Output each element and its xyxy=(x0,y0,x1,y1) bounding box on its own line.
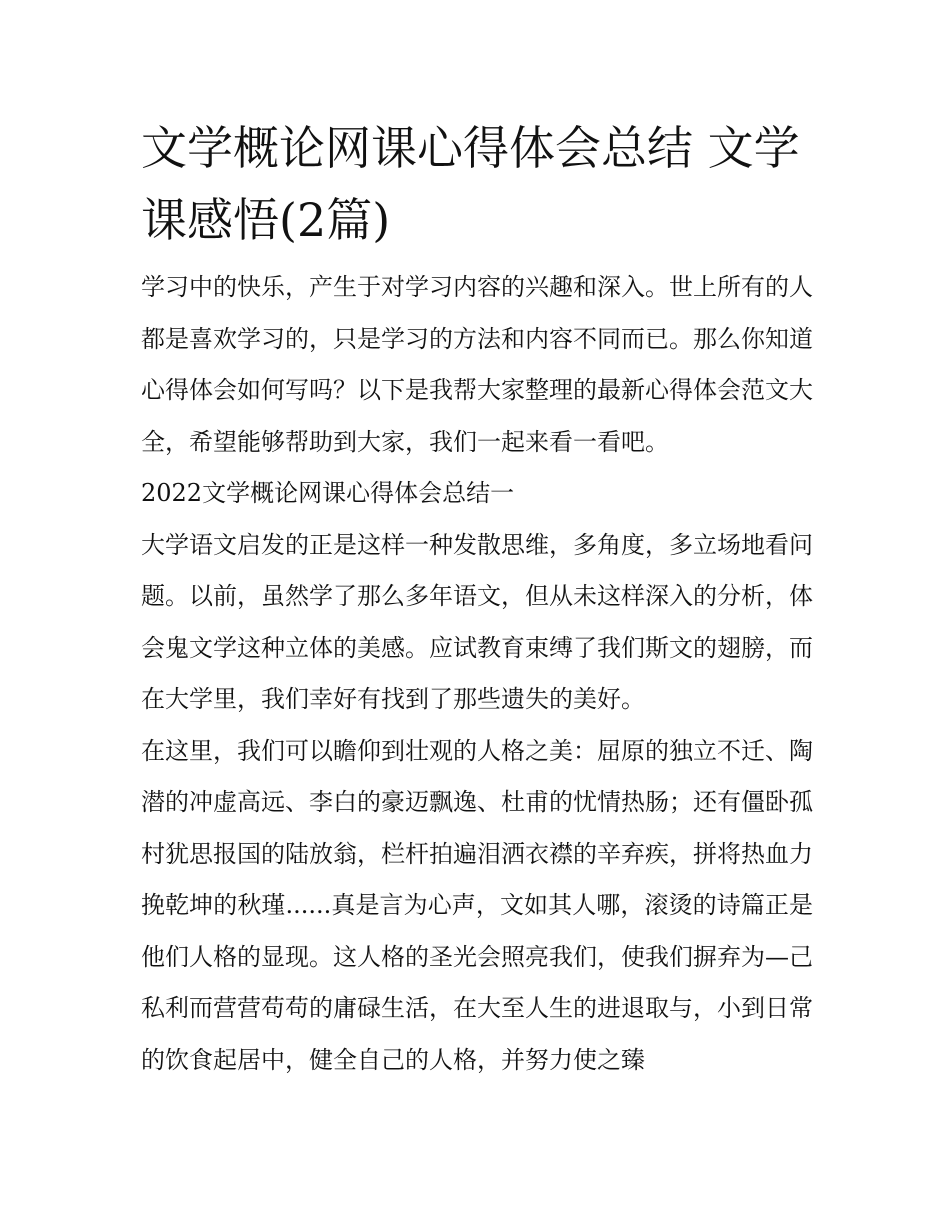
document-body xyxy=(141,112,813,1086)
intro-paragraph: 学习中的快乐，产生于对学习内容的兴趣和深入。世上所有的人都是喜欢学习的，只是学习的方法和内容不同而已。那么你知道心得体会如何写吗？以下是我帮大家整理的最新心得体会范文大全，希望能够帮助到大家，我们一起来看一看吧。 xyxy=(141,273,813,456)
document-title: 文学概论网课心得体会总结 文学课感悟(2篇) xyxy=(141,121,800,247)
section-heading: 2022文学概论网课心得体会总结一 xyxy=(141,479,515,507)
body-paragraph-2: 在这里，我们可以瞻仰到壮观的人格之美：屈原的独立不迁、陶潜的冲虚高远、李白的豪迈飘逸、杜甫的忧情热肠；还有僵卧孤村犹思报国的陆放翁，栏杆拍遍泪洒衣襟的辛弃疾，拼将热血力挽乾坤的秋瑾......真是言为心声，文如其人哪，滚烫的诗篇正是他们人格的显现。这人格的圣光会照亮我们，使我们摒弃为—己私利而营营苟苟的庸碌生活，在大至人生的进退取与，小到日常的饮食起居中，健全自己的人格，并努力使之臻 xyxy=(141,736,813,1074)
body-paragraph-1: 大学语文启发的正是这样一种发散思维，多角度，多立场地看问题。以前，虽然学了那么多年语文，但从未这样深入的分析，体会鬼文学这种立体的美感。应试教育束缚了我们斯文的翅膀，而在大学里，我们幸好有找到了那些遗失的美好。 xyxy=(141,530,813,713)
